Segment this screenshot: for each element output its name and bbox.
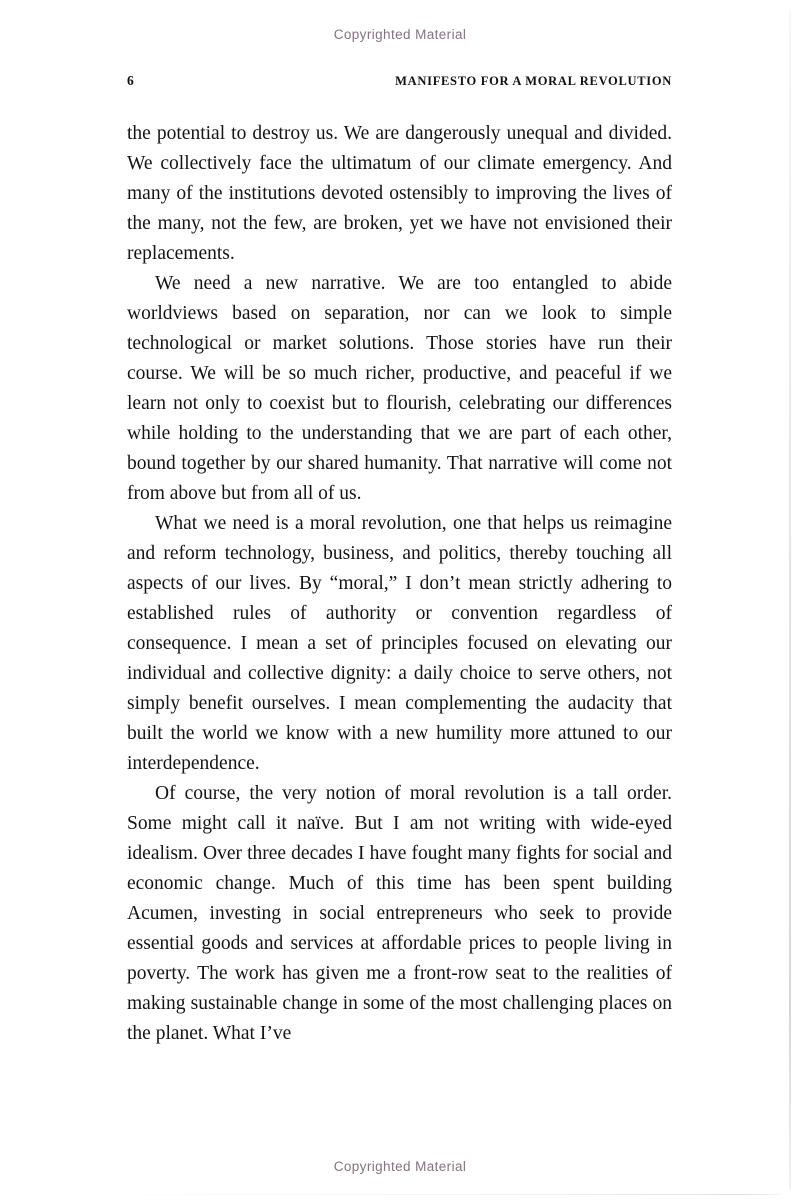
body-text [127,119,672,1049]
copyright-watermark-bottom: Copyrighted Material [333,1159,467,1174]
paragraph: Of course, the very notion of moral revolution is a tall order. Some might call it naïve. But I am not writing with wide-eyed idealism. Over three decades I have fought many fights for social and economic change. Much of this time has been spent building Acumen, investing in social entrepreneurs who seek to provide essential goods and services at affordable prices to people living in poverty. The work has given me a front-row seat to the realities of making sustainable change in some of the most challenging places on the planet. What I’ve [127,783,672,1044]
running-title: MANIFESTO FOR A MORAL REVOLUTION [395,74,672,88]
paragraph: What we need is a moral revolution, one that helps us reimagine and reform technology, business, and politics, thereby touching all aspects of our lives. By “moral,” I don’t mean strictly adhering to established rules of authority or convention regardless of consequence. I mean a set of principles focused on elevating our individual and collective dignity: a daily choice to serve others, not simply benefit ourselves. I mean complementing the audacity that built the world we know with a new humility more attuned to our interdependence. [127,513,672,774]
page-edge-shadow-right [789,10,791,1190]
page-number: 6 [127,73,134,88]
paragraph: the potential to destroy us. We are dangerously unequal and divided. We collectively face the ultimatum of our climate emergency. And many of the institutions devoted ostensibly to improving the lives of the many, not the few, are broken, yet we have not envisioned their replacements. [127,123,672,264]
running-header [127,73,672,89]
page-edge-shadow-bottom [60,1194,780,1196]
copyright-watermark-top: Copyrighted Material [333,27,467,42]
paragraph: We need a new narrative. We are too entangled to abide worldviews based on separation, nor can we look to simple technological or market solutions. Those stories have run their course. We will be so much richer, productive, and peaceful if we learn not only to coexist but to flourish, celebrating our differences while holding to the understanding that we are part of each other, bound together by our shared humanity. That narrative will come not from above but from all of us. [127,273,672,504]
